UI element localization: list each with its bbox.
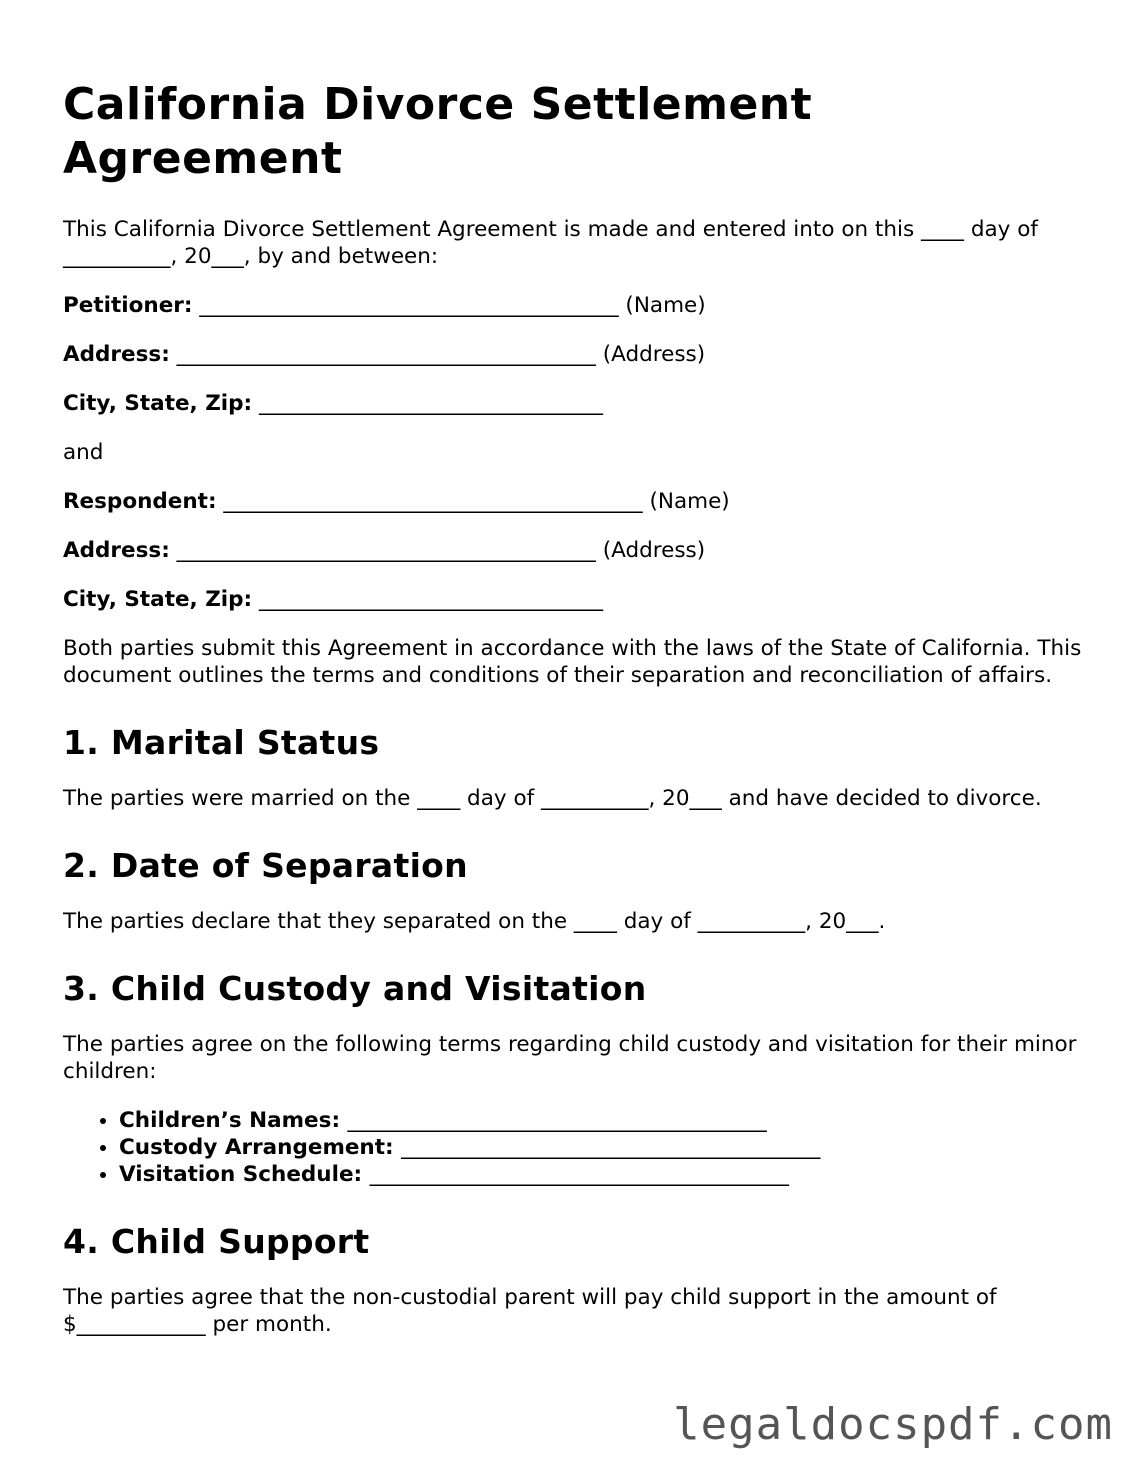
childrens-names-label: Children’s Names: [119,1108,341,1133]
section-body: The parties declare that they separated on the ____ day of __________, 20___. [63,909,886,934]
list-item [119,1161,1093,1188]
custody-arrangement-blank[interactable]: _______________________________________ [401,1135,821,1160]
petitioner-address-label: Address: [63,342,170,367]
intro-paragraph: This California Divorce Settlement Agreement is made and entered into on this ____ day of __________, 20___, by and between: [63,217,1038,269]
list-item [119,1107,1093,1134]
section-body: The parties were married on the ____ day of __________, 20___ and have decided to divorce. [63,786,1042,811]
section-heading: 3. Child Custody and Visitation [63,969,647,1008]
section-heading: 2. Date of Separation [63,846,468,885]
section-body: The parties agree that the non-custodial parent will pay child support in the amount of $____________ per month. [63,1285,997,1337]
section-heading: 1. Marital Status [63,723,380,762]
petitioner-city-field [63,390,1093,417]
custody-list [63,1107,1093,1188]
respondent-city-label: City, State, Zip: [63,587,253,612]
petitioner-name-blank[interactable]: _______________________________________ (Name) [199,293,706,318]
submission-paragraph: Both parties submit this Agreement in accordance with the laws of the State of California. This document outlines the terms and conditions of their separation and reconciliation of affairs. [63,636,1082,688]
petitioner-name-label: Petitioner: [63,293,193,318]
section-body: The parties agree on the following terms regarding child custody and visitation for their minor children: [63,1032,1077,1084]
section-child-custody [63,969,1093,1188]
respondent-city-field [63,586,1093,613]
petitioner-name-field [63,292,1093,319]
petitioner-city-label: City, State, Zip: [63,391,253,416]
document-title: California Divorce Settlement Agreement [63,79,813,184]
visitation-schedule-label: Visitation Schedule: [119,1162,363,1187]
respondent-name-field [63,488,1093,515]
respondent-name-label: Respondent: [63,489,217,514]
visitation-schedule-blank[interactable]: _______________________________________ [369,1162,789,1187]
custody-arrangement-label: Custody Arrangement: [119,1135,394,1160]
respondent-address-blank[interactable]: _______________________________________ (Address) [176,538,706,563]
document-page [63,78,1093,1360]
respondent-name-blank[interactable]: _______________________________________ (Name) [223,489,730,514]
watermark: legaldocspdf.com [673,1399,1113,1450]
and-text: and [63,440,104,465]
petitioner-address-blank[interactable]: _______________________________________ (Address) [176,342,706,367]
petitioner-address-field [63,341,1093,368]
respondent-address-label: Address: [63,538,170,563]
section-heading: 4. Child Support [63,1222,370,1261]
petitioner-city-blank[interactable]: ________________________________ [259,391,603,416]
section-child-support [63,1222,1093,1338]
respondent-address-field [63,537,1093,564]
section-marital-status [63,723,1093,812]
list-item [119,1134,1093,1161]
childrens-names-blank[interactable]: _______________________________________ [347,1108,767,1133]
section-date-of-separation [63,846,1093,935]
respondent-city-blank[interactable]: ________________________________ [259,587,603,612]
